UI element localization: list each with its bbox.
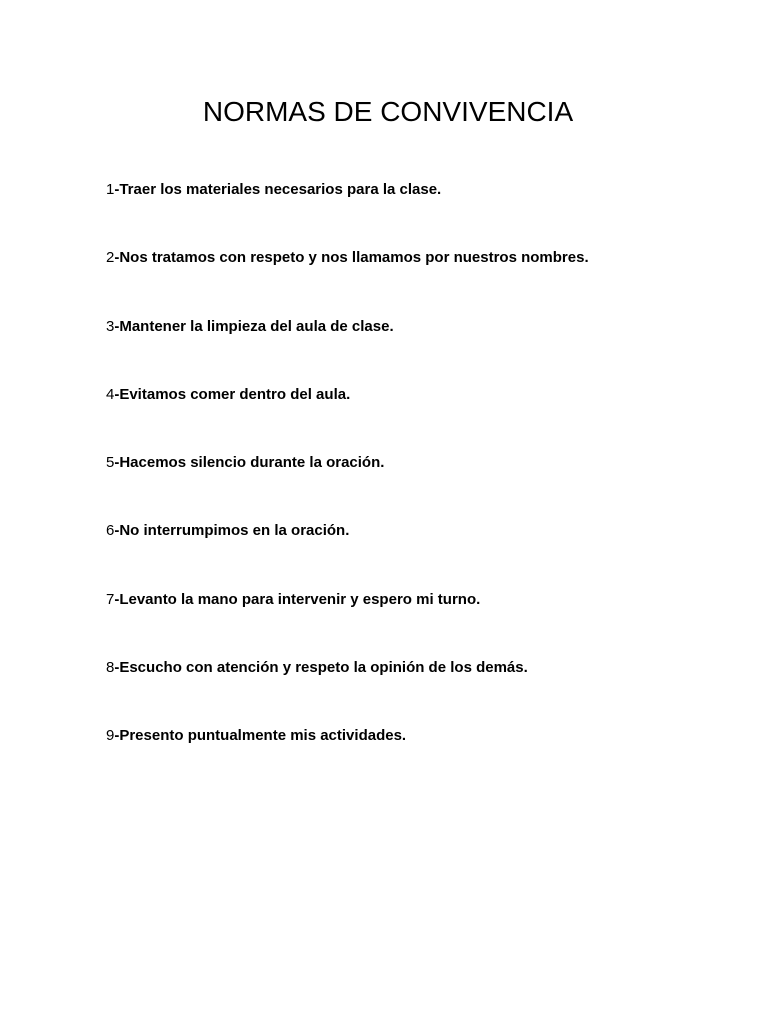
rule-item xyxy=(106,724,589,792)
rule-item xyxy=(106,246,589,314)
rule-text: -Nos tratamos con respeto y nos llamamos por nuestros nombres. xyxy=(114,249,589,267)
rule-item xyxy=(106,383,589,451)
rule-text: -Hacemos silencio durante la oración. xyxy=(114,454,385,472)
rule-text: -Levanto la mano para intervenir y espero mi turno. xyxy=(114,590,481,608)
rule-number: 8 xyxy=(106,659,115,677)
rule-number: 3 xyxy=(106,317,115,335)
rule-text: -Escucho con atención y respeto la opinión de los demás. xyxy=(114,659,528,677)
rule-item xyxy=(106,656,589,724)
rule-text: -Mantener la limpieza del aula de clase. xyxy=(114,317,394,335)
rule-text: -Presento puntualmente mis actividades. xyxy=(114,727,407,745)
rule-number: 4 xyxy=(106,385,115,403)
rule-item xyxy=(106,519,589,587)
rule-item xyxy=(106,315,589,383)
rule-number: 5 xyxy=(106,454,115,472)
rule-number: 7 xyxy=(106,590,115,608)
rule-number: 6 xyxy=(106,522,115,540)
rule-item xyxy=(106,588,589,656)
page-title: NORMAS DE CONVIVENCIA xyxy=(202,96,574,127)
rules-list xyxy=(106,178,589,793)
rule-text: -Traer los materiales necesarios para la clase. xyxy=(114,181,442,198)
rule-text: -Evitamos comer dentro del aula. xyxy=(114,385,351,403)
rule-item xyxy=(106,451,589,519)
rule-number: 1 xyxy=(106,181,115,198)
rule-number: 9 xyxy=(106,727,115,745)
rule-number: 2 xyxy=(106,249,115,267)
rule-text: -No interrumpimos en la oración. xyxy=(114,522,350,540)
rule-item xyxy=(106,178,589,246)
